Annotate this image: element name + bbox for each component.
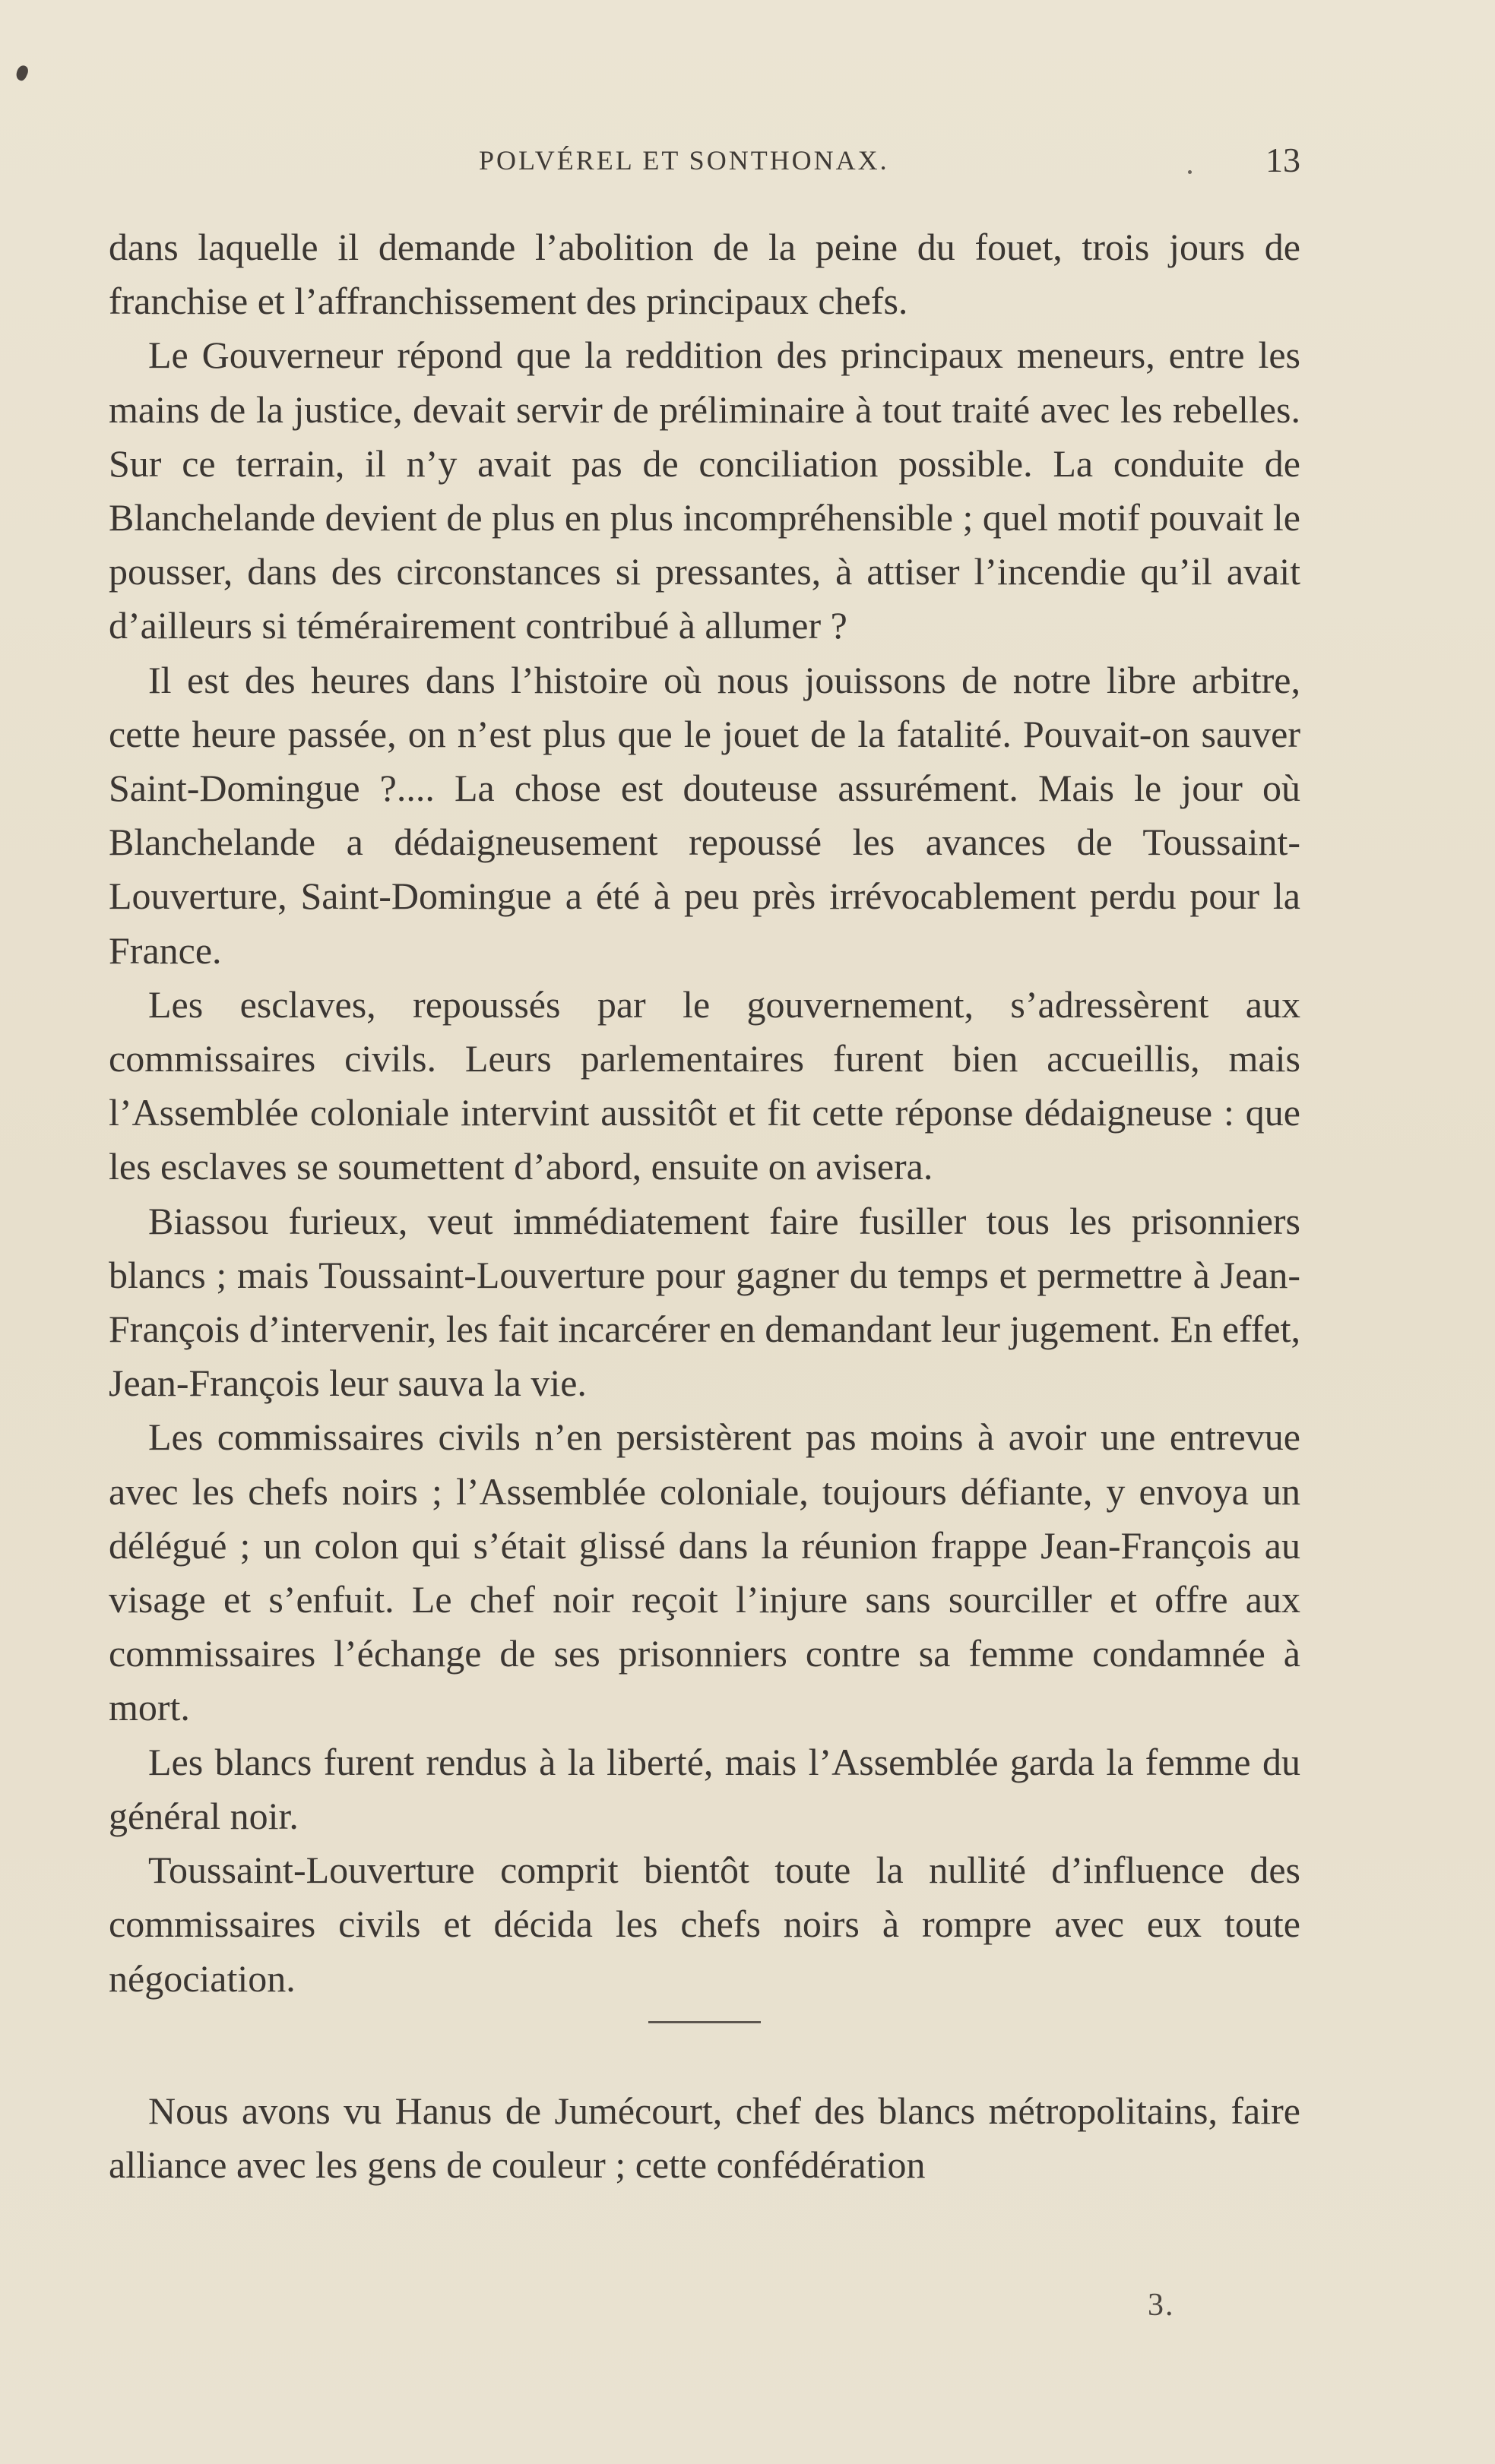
body-text bbox=[109, 220, 1300, 2192]
paragraph: Les commissaires civils n’en persistèrent pas moins à avoir une entrevue avec les chefs noirs ; l’Assemblée coloniale, toujours défiante, y envoya un délégué ; un colon qui s’était glissé dans la réunion frappe Jean-François au visage et s’enfuit. Le chef noir reçoit l’injure sans sourciller et offre aux commissaires l’échange de ses prisonniers contre sa femme condamnée à mort. bbox=[109, 1415, 1300, 1729]
paragraph: Le Gouverneur répond que la reddition des principaux meneurs, entre les mains de la justice, devait servir de préliminaire à tout traité avec les rebelles. Sur ce terrain, il n’y avait pas de conciliation possible. La conduite de Blanchelande devient de plus en plus incompréhensible ; quel motif pouvait le pousser, dans des circonstances si pressantes, à attiser l’incendie qu’il avait d’ailleurs si témérairement contribué à allumer ? bbox=[109, 334, 1300, 647]
section-separator bbox=[648, 2021, 761, 2023]
page-number: 13 bbox=[1265, 141, 1300, 179]
paragraph: Les esclaves, repoussés par le gouvernement, s’adressèrent aux commissaires civils. Leurs parlementaires furent bien accueillis, mais l’Assemblée coloniale intervint aussitôt et fit cette réponse dédaigneuse : que les esclaves se soumettent d’abord, ensuite on avisera. bbox=[109, 982, 1300, 1188]
paragraph: Biassou furieux, veut immédiatement faire fusiller tous les prisonniers blancs ; mais Toussaint-Louverture pour gagner du temps et permettre à Jean-François d’intervenir, les fait incarcérer en demandant leur jugement. En effet, Jean-François leur sauva la vie. bbox=[109, 1199, 1300, 1405]
signature-mark: 3. bbox=[1148, 2288, 1175, 2323]
paragraph: Nous avons vu Hanus de Jumécourt, chef des blancs métropolitains, faire alliance avec les gens de couleur ; cette confédération bbox=[109, 2089, 1300, 2186]
running-title: POLVÉREL ET SONTHONAX. bbox=[479, 145, 889, 176]
paragraph: Toussaint-Louverture comprit bientôt toute la nullité d’influence des commissaires civils et décida les chefs noirs à rompre avec eux toute négociation. bbox=[109, 1849, 1300, 2000]
paragraph-continuation: dans laquelle il demande l’abolition de la peine du fouet, trois jours de franchise et l’affranchissement des principaux chefs. bbox=[109, 226, 1300, 323]
paragraph: Les blancs furent rendus à la liberté, mais l’Assemblée garda la femme du général noir. bbox=[109, 1740, 1300, 1837]
paragraph: Il est des heures dans l’histoire où nous jouissons de notre libre arbitre, cette heure passée, on n’est plus que le jouet de la fatalité. Pouvait-on sauver Saint-Domingue ?.... La chose est douteuse assurément. Mais le jour où Blanchelande a dédaigneusement repoussé les avances de Toussaint-Louverture, Saint-Domingue a été à peu près irrévocablement perdu pour la France. bbox=[109, 658, 1300, 972]
running-head bbox=[0, 141, 1495, 190]
ink-spot bbox=[14, 64, 30, 82]
stray-dot bbox=[1188, 170, 1192, 174]
